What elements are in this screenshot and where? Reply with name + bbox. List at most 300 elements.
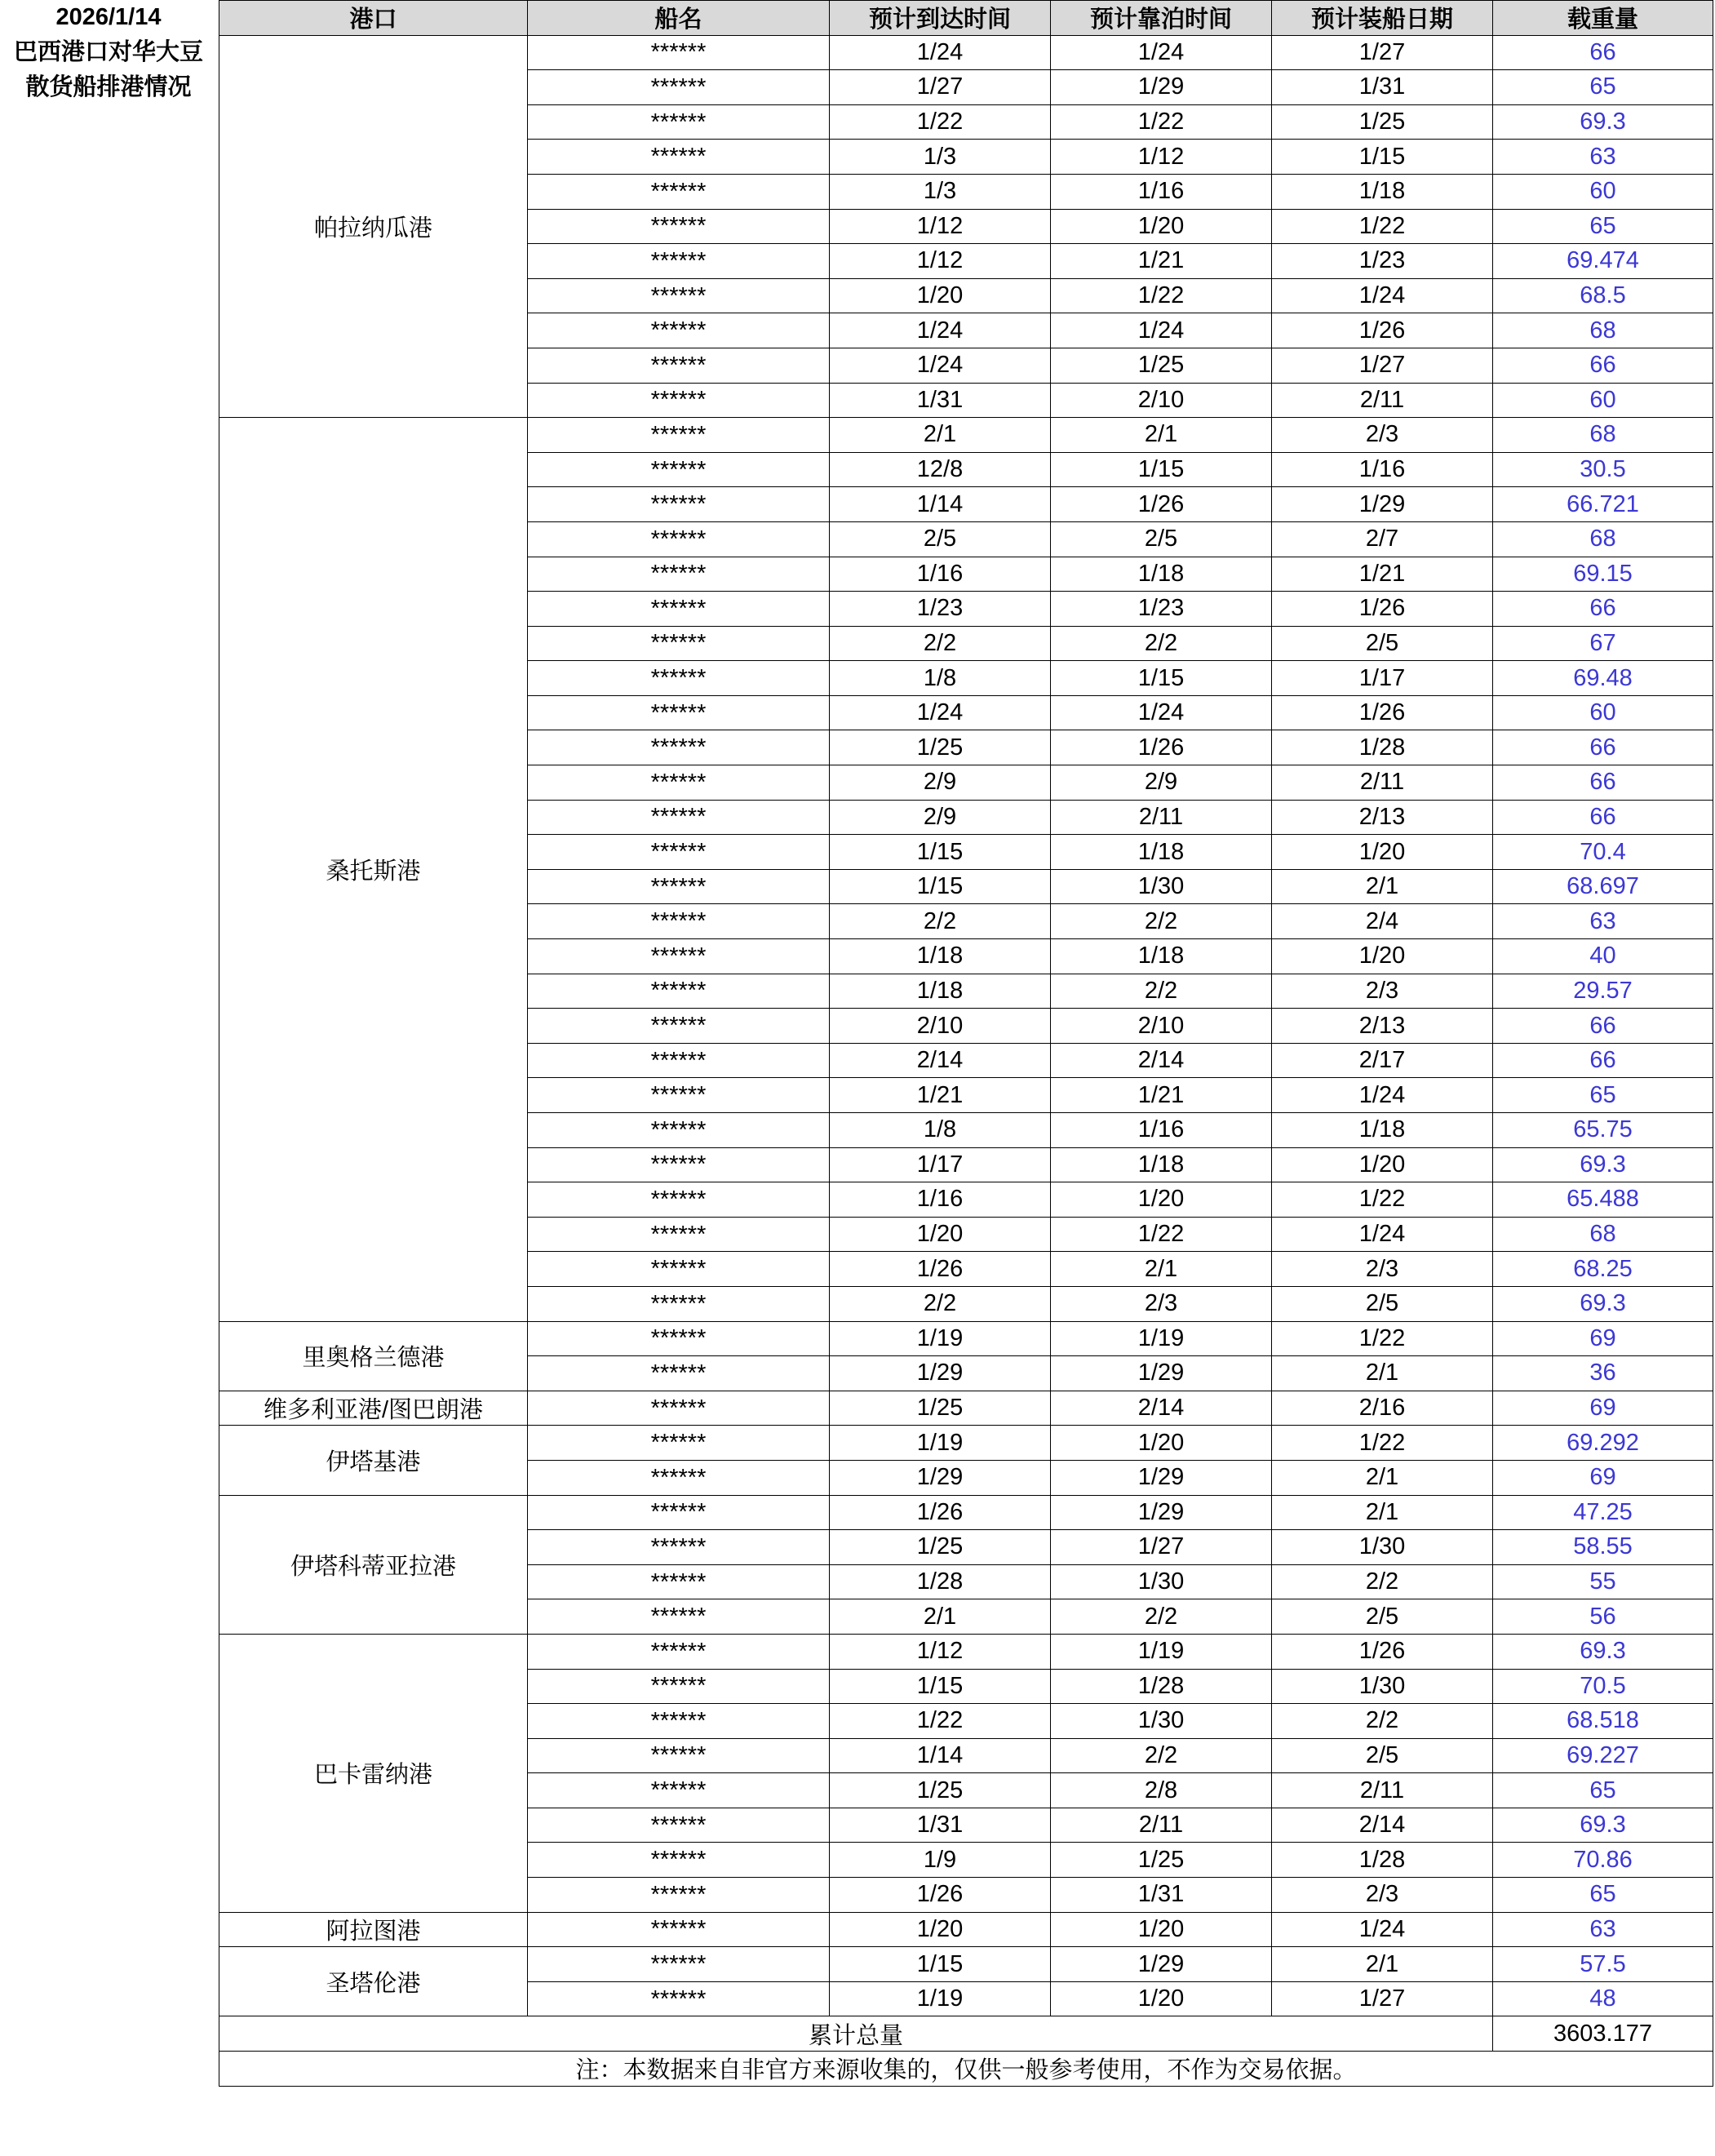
loading-date: 1/29 <box>1272 487 1493 522</box>
arrival-date: 2/1 <box>830 1599 1051 1635</box>
arrival-date: 1/12 <box>830 209 1051 244</box>
berth-date: 1/16 <box>1051 174 1272 209</box>
ship-name: ****** <box>528 1356 830 1391</box>
ship-name: ****** <box>528 70 830 105</box>
arrival-date: 1/14 <box>830 1738 1051 1773</box>
deadweight: 66 <box>1493 765 1713 801</box>
loading-date: 1/22 <box>1272 1426 1493 1461</box>
deadweight: 65 <box>1493 70 1713 105</box>
arrival-date: 1/31 <box>830 1808 1051 1843</box>
berth-date: 1/25 <box>1051 348 1272 383</box>
deadweight: 65 <box>1493 209 1713 244</box>
table-row <box>219 1912 1713 1947</box>
arrival-date: 1/8 <box>830 661 1051 696</box>
arrival-date: 1/22 <box>830 104 1051 140</box>
arrival-date: 1/16 <box>830 1182 1051 1218</box>
loading-date: 2/13 <box>1272 800 1493 835</box>
deadweight: 63 <box>1493 140 1713 175</box>
arrival-date: 1/20 <box>830 1217 1051 1252</box>
ship-name: ****** <box>528 835 830 870</box>
berth-date: 1/21 <box>1051 244 1272 279</box>
loading-date: 2/2 <box>1272 1564 1493 1599</box>
deadweight: 48 <box>1493 1981 1713 2016</box>
note-row <box>219 2052 1713 2087</box>
berth-date: 1/29 <box>1051 1356 1272 1391</box>
deadweight: 69.3 <box>1493 1808 1713 1843</box>
ship-name: ****** <box>528 487 830 522</box>
ship-name: ****** <box>528 278 830 313</box>
berth-date: 1/20 <box>1051 1426 1272 1461</box>
header-ship: 船名 <box>528 1 830 36</box>
arrival-date: 1/15 <box>830 1947 1051 1982</box>
deadweight: 65 <box>1493 1878 1713 1913</box>
deadweight: 60 <box>1493 383 1713 418</box>
ship-name: ****** <box>528 695 830 730</box>
berth-date: 1/29 <box>1051 1947 1272 1982</box>
deadweight: 68.5 <box>1493 278 1713 313</box>
arrival-date: 2/9 <box>830 800 1051 835</box>
deadweight: 56 <box>1493 1599 1713 1635</box>
ship-name: ****** <box>528 1078 830 1113</box>
ship-name: ****** <box>528 1530 830 1565</box>
arrival-date: 2/2 <box>830 626 1051 661</box>
ship-name: ****** <box>528 1669 830 1704</box>
deadweight: 57.5 <box>1493 1947 1713 1982</box>
ship-name: ****** <box>528 1009 830 1044</box>
loading-date: 1/16 <box>1272 452 1493 487</box>
arrival-date: 1/20 <box>830 278 1051 313</box>
loading-date: 1/24 <box>1272 1912 1493 1947</box>
arrival-date: 1/26 <box>830 1252 1051 1287</box>
berth-date: 1/26 <box>1051 730 1272 765</box>
deadweight: 40 <box>1493 939 1713 974</box>
loading-date: 1/26 <box>1272 313 1493 348</box>
deadweight: 60 <box>1493 174 1713 209</box>
loading-date: 1/23 <box>1272 244 1493 279</box>
deadweight: 66 <box>1493 730 1713 765</box>
ship-name: ****** <box>528 174 830 209</box>
arrival-date: 1/25 <box>830 1773 1051 1808</box>
total-value: 3603.177 <box>1493 2016 1713 2052</box>
ship-name: ****** <box>528 1704 830 1739</box>
loading-date: 2/11 <box>1272 383 1493 418</box>
loading-date: 2/11 <box>1272 765 1493 801</box>
berth-date: 1/19 <box>1051 1321 1272 1356</box>
port-name: 桑托斯港 <box>219 418 528 1321</box>
loading-date: 1/28 <box>1272 730 1493 765</box>
berth-date: 2/9 <box>1051 765 1272 801</box>
arrival-date: 1/8 <box>830 1113 1051 1148</box>
berth-date: 1/15 <box>1051 661 1272 696</box>
deadweight: 66 <box>1493 800 1713 835</box>
berth-date: 2/1 <box>1051 418 1272 453</box>
berth-date: 2/10 <box>1051 1009 1272 1044</box>
loading-date: 2/1 <box>1272 1460 1493 1495</box>
berth-date: 1/21 <box>1051 1078 1272 1113</box>
berth-date: 1/26 <box>1051 487 1272 522</box>
ship-name: ****** <box>528 1495 830 1530</box>
berth-date: 1/20 <box>1051 1182 1272 1218</box>
table-row <box>219 1947 1713 1982</box>
deadweight: 60 <box>1493 695 1713 730</box>
berth-date: 1/29 <box>1051 1460 1272 1495</box>
loading-date: 2/5 <box>1272 1738 1493 1773</box>
loading-date: 1/15 <box>1272 140 1493 175</box>
berth-date: 1/19 <box>1051 1634 1272 1669</box>
berth-date: 2/5 <box>1051 521 1272 557</box>
berth-date: 1/15 <box>1051 452 1272 487</box>
berth-date: 2/2 <box>1051 626 1272 661</box>
berth-date: 1/29 <box>1051 1495 1272 1530</box>
berth-date: 1/31 <box>1051 1878 1272 1913</box>
arrival-date: 1/26 <box>830 1878 1051 1913</box>
berth-date: 1/12 <box>1051 140 1272 175</box>
deadweight: 68 <box>1493 418 1713 453</box>
ship-name: ****** <box>528 244 830 279</box>
ship-name: ****** <box>528 348 830 383</box>
ship-name: ****** <box>528 1981 830 2016</box>
loading-date: 1/27 <box>1272 1981 1493 2016</box>
deadweight: 30.5 <box>1493 452 1713 487</box>
berth-date: 1/30 <box>1051 1704 1272 1739</box>
arrival-date: 1/17 <box>830 1147 1051 1182</box>
arrival-date: 2/5 <box>830 521 1051 557</box>
berth-date: 1/18 <box>1051 557 1272 592</box>
table-row <box>219 35 1713 70</box>
ship-name: ****** <box>528 140 830 175</box>
port-name: 巴卡雷纳港 <box>219 1634 528 1912</box>
ship-name: ****** <box>528 1217 830 1252</box>
ship-name: ****** <box>528 730 830 765</box>
berth-date: 1/18 <box>1051 835 1272 870</box>
deadweight: 47.25 <box>1493 1495 1713 1530</box>
loading-date: 1/17 <box>1272 661 1493 696</box>
deadweight: 69.48 <box>1493 661 1713 696</box>
berth-date: 2/2 <box>1051 1599 1272 1635</box>
ship-name: ****** <box>528 1912 830 1947</box>
ship-name: ****** <box>528 383 830 418</box>
loading-date: 1/28 <box>1272 1843 1493 1878</box>
side-title <box>0 0 217 105</box>
berth-date: 1/22 <box>1051 104 1272 140</box>
deadweight: 69.15 <box>1493 557 1713 592</box>
deadweight: 69.3 <box>1493 1147 1713 1182</box>
deadweight: 66 <box>1493 1043 1713 1078</box>
arrival-date: 2/1 <box>830 418 1051 453</box>
report-title-line1: 巴西港口对华大豆 <box>13 39 203 65</box>
ship-name: ****** <box>528 1182 830 1218</box>
berth-date: 2/10 <box>1051 383 1272 418</box>
ship-name: ****** <box>528 1252 830 1287</box>
loading-date: 1/26 <box>1272 695 1493 730</box>
loading-date: 2/4 <box>1272 904 1493 939</box>
loading-date: 2/3 <box>1272 1878 1493 1913</box>
berth-date: 1/29 <box>1051 70 1272 105</box>
table-body <box>219 35 1713 2016</box>
ship-name: ****** <box>528 521 830 557</box>
loading-date: 1/30 <box>1272 1530 1493 1565</box>
arrival-date: 1/26 <box>830 1495 1051 1530</box>
berth-date: 1/22 <box>1051 1217 1272 1252</box>
deadweight: 70.86 <box>1493 1843 1713 1878</box>
loading-date: 1/25 <box>1272 104 1493 140</box>
header-weight: 载重量 <box>1493 1 1713 36</box>
total-label: 累计总量 <box>219 2016 1493 2052</box>
deadweight: 66 <box>1493 592 1713 627</box>
ship-name: ****** <box>528 418 830 453</box>
arrival-date: 12/8 <box>830 452 1051 487</box>
loading-date: 2/2 <box>1272 1704 1493 1739</box>
deadweight: 70.5 <box>1493 1669 1713 1704</box>
ship-name: ****** <box>528 1286 830 1321</box>
loading-date: 1/31 <box>1272 70 1493 105</box>
loading-date: 2/11 <box>1272 1773 1493 1808</box>
ship-name: ****** <box>528 1738 830 1773</box>
ship-name: ****** <box>528 974 830 1009</box>
deadweight: 65.75 <box>1493 1113 1713 1148</box>
loading-date: 1/18 <box>1272 1113 1493 1148</box>
arrival-date: 1/29 <box>830 1460 1051 1495</box>
deadweight: 65 <box>1493 1773 1713 1808</box>
loading-date: 2/1 <box>1272 1356 1493 1391</box>
deadweight: 68 <box>1493 1217 1713 1252</box>
arrival-date: 2/10 <box>830 1009 1051 1044</box>
arrival-date: 1/9 <box>830 1843 1051 1878</box>
table-row <box>219 1321 1713 1356</box>
ship-name: ****** <box>528 592 830 627</box>
arrival-date: 1/24 <box>830 313 1051 348</box>
ship-name: ****** <box>528 1843 830 1878</box>
arrival-date: 1/18 <box>830 939 1051 974</box>
arrival-date: 1/12 <box>830 1634 1051 1669</box>
ship-name: ****** <box>528 1808 830 1843</box>
deadweight: 69.227 <box>1493 1738 1713 1773</box>
ship-name: ****** <box>528 1878 830 1913</box>
arrival-date: 1/18 <box>830 974 1051 1009</box>
table-row <box>219 1391 1713 1426</box>
berth-date: 1/20 <box>1051 1981 1272 2016</box>
ship-name: ****** <box>528 1634 830 1669</box>
loading-date: 2/16 <box>1272 1391 1493 1426</box>
total-row <box>219 2016 1713 2052</box>
berth-date: 1/30 <box>1051 1564 1272 1599</box>
berth-date: 1/23 <box>1051 592 1272 627</box>
deadweight: 66 <box>1493 35 1713 70</box>
arrival-date: 2/14 <box>830 1043 1051 1078</box>
arrival-date: 1/12 <box>830 244 1051 279</box>
ship-name: ****** <box>528 939 830 974</box>
berth-date: 1/18 <box>1051 1147 1272 1182</box>
loading-date: 2/3 <box>1272 974 1493 1009</box>
deadweight: 69 <box>1493 1391 1713 1426</box>
table-row <box>219 1634 1713 1669</box>
header-row <box>219 1 1713 36</box>
arrival-date: 1/14 <box>830 487 1051 522</box>
deadweight: 29.57 <box>1493 974 1713 1009</box>
ship-name: ****** <box>528 1947 830 1982</box>
deadweight: 68.518 <box>1493 1704 1713 1739</box>
loading-date: 2/5 <box>1272 1599 1493 1635</box>
loading-date: 1/22 <box>1272 1321 1493 1356</box>
loading-date: 1/20 <box>1272 939 1493 974</box>
berth-date: 2/1 <box>1051 1252 1272 1287</box>
table-row <box>219 418 1713 453</box>
arrival-date: 2/9 <box>830 765 1051 801</box>
disclaimer-note: 注：本数据来自非官方来源收集的，仅供一般参考使用，不作为交易依据。 <box>219 2052 1713 2087</box>
berth-date: 2/2 <box>1051 1738 1272 1773</box>
report-title-line2: 散货船排港情况 <box>25 74 192 100</box>
ship-name: ****** <box>528 313 830 348</box>
arrival-date: 1/28 <box>830 1564 1051 1599</box>
berth-date: 2/2 <box>1051 974 1272 1009</box>
ship-name: ****** <box>528 452 830 487</box>
ship-name: ****** <box>528 800 830 835</box>
report-date: 2026/1/14 <box>55 4 162 30</box>
arrival-date: 1/29 <box>830 1356 1051 1391</box>
loading-date: 1/26 <box>1272 1634 1493 1669</box>
port-name: 阿拉图港 <box>219 1912 528 1947</box>
ship-name: ****** <box>528 1391 830 1426</box>
arrival-date: 1/19 <box>830 1321 1051 1356</box>
berth-date: 2/11 <box>1051 800 1272 835</box>
ship-name: ****** <box>528 1426 830 1461</box>
ship-name: ****** <box>528 557 830 592</box>
loading-date: 1/22 <box>1272 1182 1493 1218</box>
loading-date: 1/18 <box>1272 174 1493 209</box>
arrival-date: 1/24 <box>830 348 1051 383</box>
arrival-date: 1/24 <box>830 35 1051 70</box>
berth-date: 2/2 <box>1051 904 1272 939</box>
loading-date: 2/1 <box>1272 1947 1493 1982</box>
loading-date: 2/7 <box>1272 521 1493 557</box>
port-name: 维多利亚港/图巴朗港 <box>219 1391 528 1426</box>
header-arrive: 预计到达时间 <box>830 1 1051 36</box>
header-port: 港口 <box>219 1 528 36</box>
deadweight: 69.3 <box>1493 104 1713 140</box>
ship-name: ****** <box>528 35 830 70</box>
port-name: 圣塔伦港 <box>219 1947 528 2016</box>
table-row <box>219 1495 1713 1530</box>
berth-date: 1/27 <box>1051 1530 1272 1565</box>
deadweight: 66 <box>1493 348 1713 383</box>
deadweight: 69 <box>1493 1321 1713 1356</box>
loading-date: 2/5 <box>1272 626 1493 661</box>
berth-date: 1/24 <box>1051 313 1272 348</box>
arrival-date: 1/15 <box>830 835 1051 870</box>
berth-date: 1/24 <box>1051 35 1272 70</box>
arrival-date: 1/3 <box>830 140 1051 175</box>
ship-name: ****** <box>528 661 830 696</box>
ship-name: ****** <box>528 904 830 939</box>
port-name: 里奥格兰德港 <box>219 1321 528 1391</box>
arrival-date: 1/25 <box>830 1391 1051 1426</box>
ship-name: ****** <box>528 1321 830 1356</box>
deadweight: 68 <box>1493 313 1713 348</box>
loading-date: 1/24 <box>1272 1217 1493 1252</box>
ship-name: ****** <box>528 1460 830 1495</box>
deadweight: 36 <box>1493 1356 1713 1391</box>
deadweight: 69.474 <box>1493 244 1713 279</box>
berth-date: 1/28 <box>1051 1669 1272 1704</box>
loading-date: 1/21 <box>1272 557 1493 592</box>
arrival-date: 1/16 <box>830 557 1051 592</box>
loading-date: 2/3 <box>1272 1252 1493 1287</box>
arrival-date: 1/25 <box>830 730 1051 765</box>
deadweight: 68.25 <box>1493 1252 1713 1287</box>
deadweight: 65 <box>1493 1078 1713 1113</box>
loading-date: 1/30 <box>1272 1669 1493 1704</box>
loading-date: 1/20 <box>1272 1147 1493 1182</box>
arrival-date: 1/20 <box>830 1912 1051 1947</box>
ship-name: ****** <box>528 1599 830 1635</box>
arrival-date: 1/25 <box>830 1530 1051 1565</box>
berth-date: 2/8 <box>1051 1773 1272 1808</box>
arrival-date: 1/23 <box>830 592 1051 627</box>
ship-name: ****** <box>528 869 830 904</box>
arrival-date: 1/15 <box>830 869 1051 904</box>
loading-date: 2/3 <box>1272 418 1493 453</box>
loading-date: 2/17 <box>1272 1043 1493 1078</box>
berth-date: 2/11 <box>1051 1808 1272 1843</box>
deadweight: 70.4 <box>1493 835 1713 870</box>
ship-name: ****** <box>528 626 830 661</box>
berth-date: 1/16 <box>1051 1113 1272 1148</box>
arrival-date: 1/27 <box>830 70 1051 105</box>
arrival-date: 2/2 <box>830 904 1051 939</box>
deadweight: 58.55 <box>1493 1530 1713 1565</box>
ship-lineup-table <box>219 0 1713 2087</box>
deadweight: 65.488 <box>1493 1182 1713 1218</box>
ship-name: ****** <box>528 104 830 140</box>
loading-date: 1/24 <box>1272 278 1493 313</box>
loading-date: 1/22 <box>1272 209 1493 244</box>
loading-date: 2/5 <box>1272 1286 1493 1321</box>
ship-name: ****** <box>528 1773 830 1808</box>
ship-name: ****** <box>528 209 830 244</box>
deadweight: 66.721 <box>1493 487 1713 522</box>
berth-date: 1/24 <box>1051 695 1272 730</box>
deadweight: 68 <box>1493 521 1713 557</box>
deadweight: 55 <box>1493 1564 1713 1599</box>
arrival-date: 1/24 <box>830 695 1051 730</box>
header-load: 预计装船日期 <box>1272 1 1493 36</box>
ship-name: ****** <box>528 1147 830 1182</box>
ship-name: ****** <box>528 1113 830 1148</box>
deadweight: 69 <box>1493 1460 1713 1495</box>
loading-date: 1/26 <box>1272 592 1493 627</box>
berth-date: 1/20 <box>1051 1912 1272 1947</box>
ship-name: ****** <box>528 1564 830 1599</box>
berth-date: 2/14 <box>1051 1043 1272 1078</box>
port-name: 伊塔基港 <box>219 1426 528 1495</box>
deadweight: 63 <box>1493 904 1713 939</box>
header-berth: 预计靠泊时间 <box>1051 1 1272 36</box>
deadweight: 69.292 <box>1493 1426 1713 1461</box>
loading-date: 2/1 <box>1272 1495 1493 1530</box>
berth-date: 1/25 <box>1051 1843 1272 1878</box>
deadweight: 63 <box>1493 1912 1713 1947</box>
deadweight: 66 <box>1493 1009 1713 1044</box>
arrival-date: 1/22 <box>830 1704 1051 1739</box>
arrival-date: 1/19 <box>830 1981 1051 2016</box>
arrival-date: 1/21 <box>830 1078 1051 1113</box>
berth-date: 1/22 <box>1051 278 1272 313</box>
deadweight: 67 <box>1493 626 1713 661</box>
deadweight: 68.697 <box>1493 869 1713 904</box>
arrival-date: 1/3 <box>830 174 1051 209</box>
loading-date: 1/24 <box>1272 1078 1493 1113</box>
ship-name: ****** <box>528 1043 830 1078</box>
